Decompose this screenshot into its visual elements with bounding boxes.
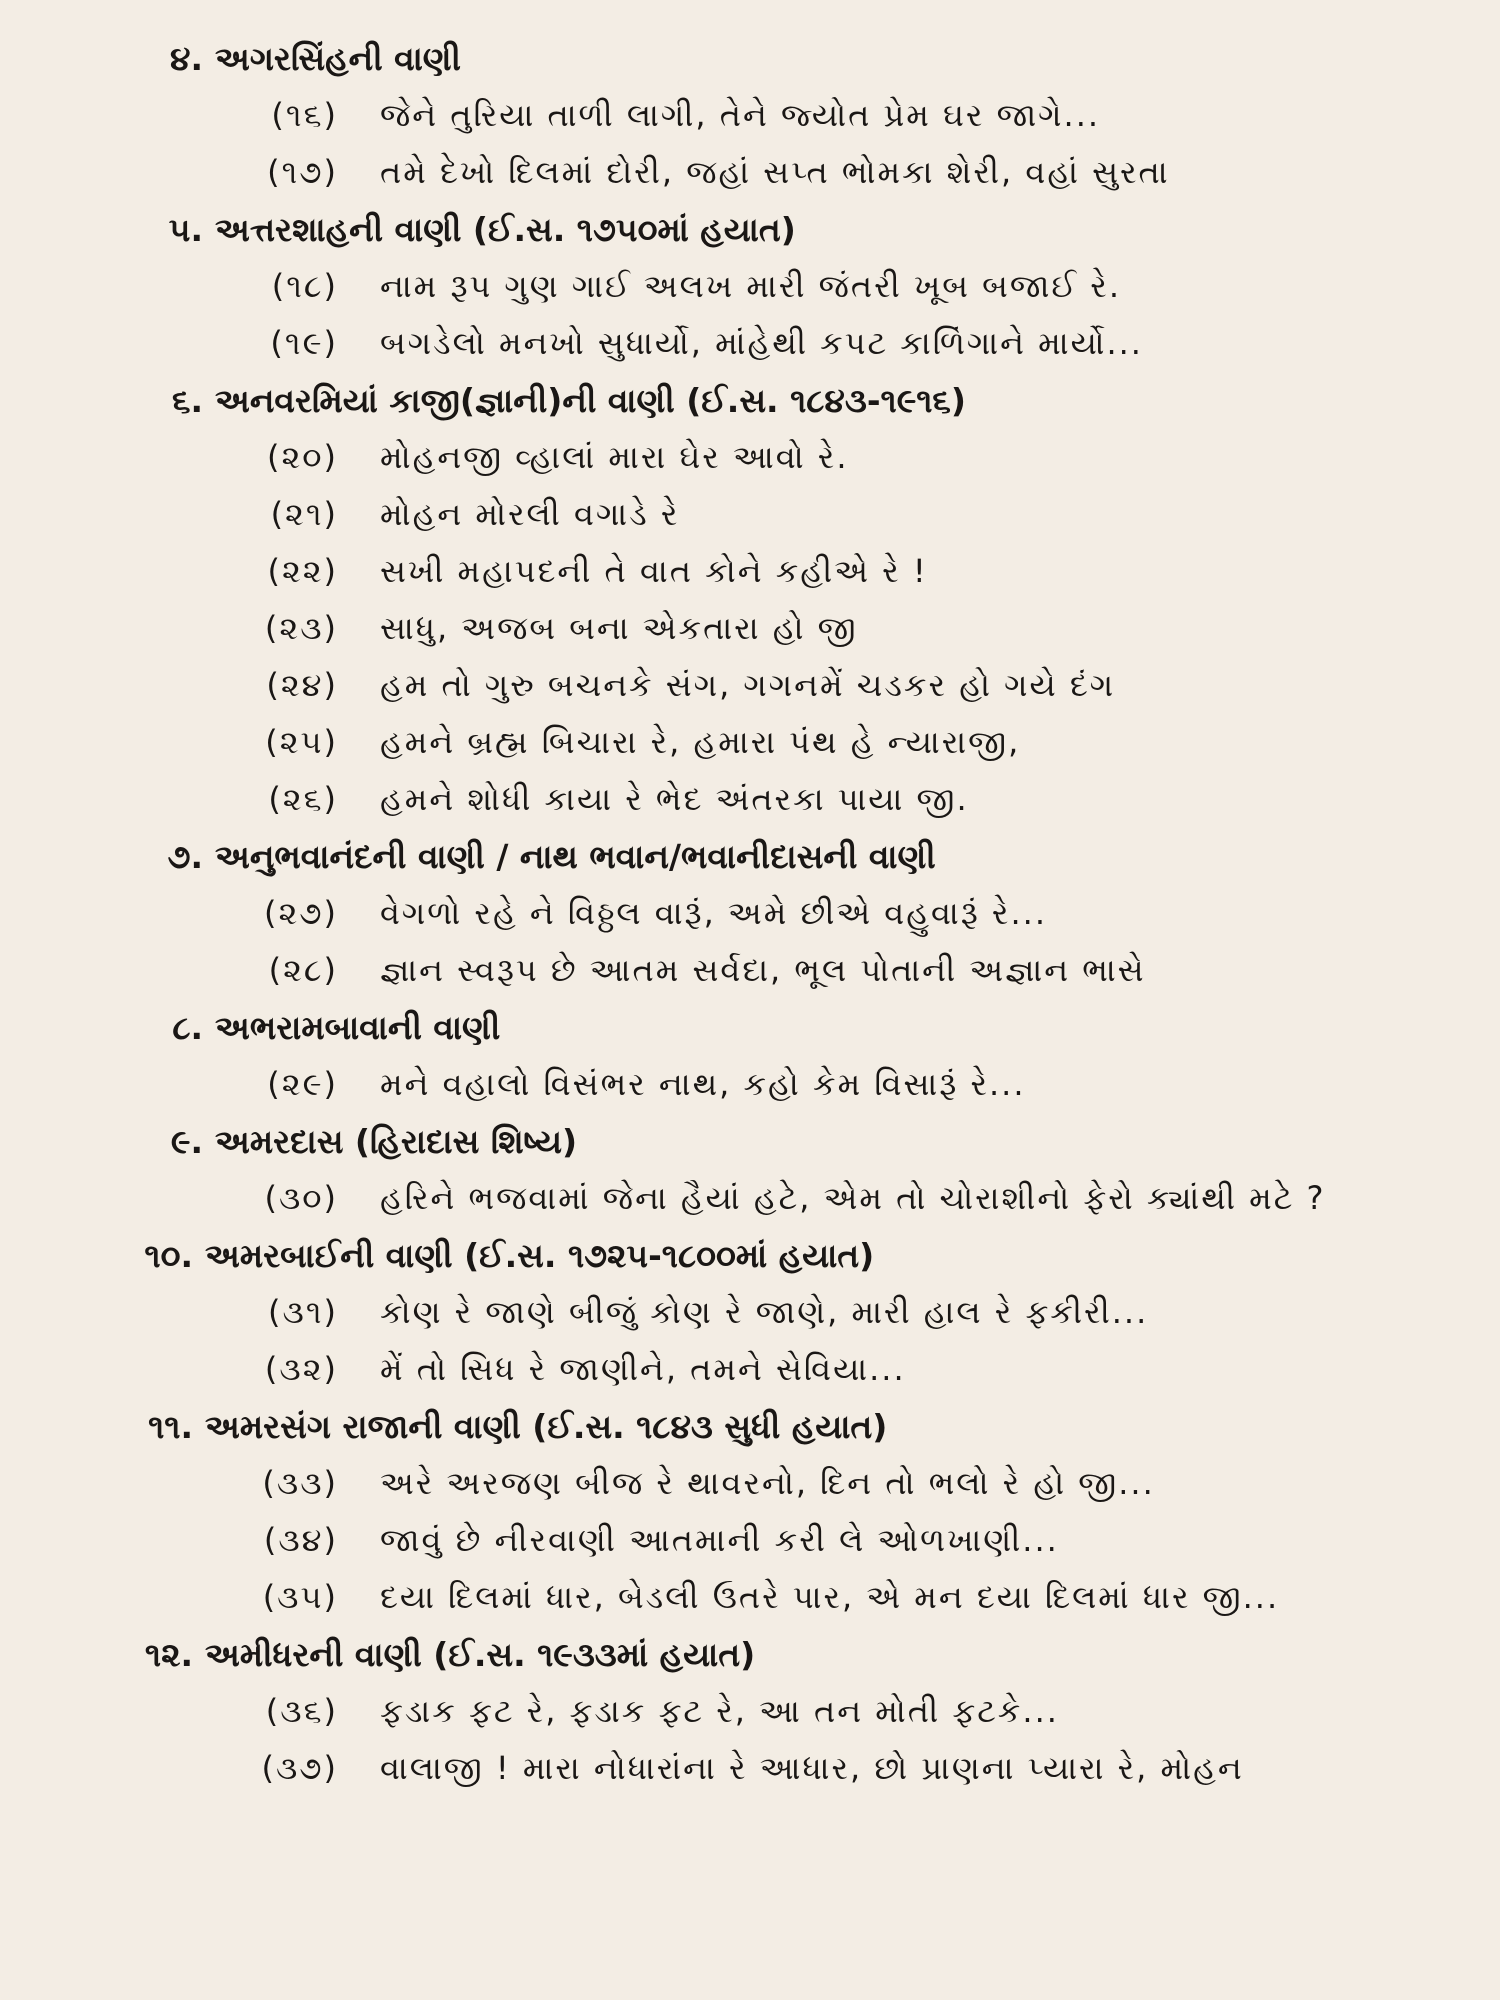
section-number: ૯. (170, 1122, 203, 1161)
list-item (0, 600, 1500, 657)
item-list (0, 1683, 1500, 1797)
section-5 (0, 201, 1500, 372)
item-number: (૧૬) (271, 96, 338, 134)
section-number: ૧૨. (144, 1635, 193, 1674)
section-title: અનવરમિયાં કાજી(જ્ઞાની)ની વાણી (ઈ.સ. ૧૮૪૩-૧૯૧૬) (215, 381, 966, 420)
item-text: ફડાક ફટ રે, ફડાક ફટ રે, આ તન મોતી ફટકે... (380, 1692, 1059, 1730)
item-text: સાધુ, અજબ બના એકતારા હો જી (380, 609, 858, 647)
section-number: ૧૦. (144, 1236, 193, 1275)
section-heading (0, 1113, 1500, 1170)
item-number: (૧૮) (271, 267, 338, 305)
list-item (0, 1341, 1500, 1398)
item-text: વાલાજી ! મારા નોધારાંના રે આધાર, છો પ્રાણના પ્યારા રે, મોહન (380, 1749, 1244, 1787)
item-text: હમને શોધી કાયા રે ભેદ અંતરકા પાયા જી. (380, 780, 969, 818)
section-6 (0, 372, 1500, 828)
list-item (0, 657, 1500, 714)
section-number: ૬. (171, 381, 203, 420)
section-title: અમરસંગ રાજાની વાણી (ઈ.સ. ૧૮૪૩ સુધી હયાત) (205, 1407, 888, 1446)
item-number: (૨૭) (264, 894, 338, 932)
item-text: વેગળો રહે ને વિઠ્ઠલ વારૂં, અમે છીએ વહુવારૂં રે... (380, 894, 1047, 932)
item-number: (૩૪) (263, 1521, 338, 1559)
item-text: જેને તુરિયા તાળી લાગી, તેને જ્યોત પ્રેમ ઘર જાગે... (380, 96, 1101, 134)
section-title: અમરદાસ (હિરાદાસ શિષ્ય) (215, 1122, 578, 1161)
item-text: મોહનજી વ્હાલાં મારા ઘેર આવો રે. (380, 438, 849, 476)
section-heading (0, 1626, 1500, 1683)
item-list (0, 885, 1500, 999)
list-item (0, 429, 1500, 486)
item-number: (૨૮) (268, 951, 338, 989)
item-list (0, 1170, 1500, 1227)
item-number: (૩૩) (262, 1464, 338, 1502)
section-12 (0, 1626, 1500, 1797)
item-number: (૨૨) (267, 552, 338, 590)
section-number: ૧૧. (148, 1407, 193, 1446)
list-item (0, 1170, 1500, 1227)
section-9 (0, 1113, 1500, 1227)
section-title: અત્તરશાહની વાણી (ઈ.સ. ૧૭૫૦માં હયાત) (215, 210, 796, 249)
list-item (0, 144, 1500, 201)
section-title: અગરસિંહની વાણી (215, 39, 461, 78)
list-item (0, 771, 1500, 828)
item-list (0, 1284, 1500, 1398)
section-7 (0, 828, 1500, 999)
list-item (0, 1056, 1500, 1113)
section-title: અમરબાઈની વાણી (ઈ.સ. ૧૭૨૫-૧૮૦૦માં હયાત) (205, 1236, 875, 1275)
list-item (0, 1740, 1500, 1797)
item-number: (૧૯) (270, 324, 338, 362)
section-10 (0, 1227, 1500, 1398)
list-item (0, 1683, 1500, 1740)
list-item (0, 714, 1500, 771)
section-11 (0, 1398, 1500, 1626)
section-heading (0, 201, 1500, 258)
section-4 (0, 30, 1500, 201)
item-text: દયા દિલમાં ધાર, બેડલી ઉતરે પાર, એ મન દયા દિલમાં ધાર જી... (380, 1578, 1280, 1616)
item-number: (૩૬) (265, 1692, 338, 1730)
section-title: અમીધરની વાણી (ઈ.સ. ૧૯૩૩માં હયાત) (205, 1635, 756, 1674)
list-item (0, 315, 1500, 372)
item-list (0, 1455, 1500, 1626)
item-number: (૨૩) (264, 609, 338, 647)
list-item (0, 258, 1500, 315)
item-number: (૩૨) (264, 1350, 338, 1388)
list-item (0, 1284, 1500, 1341)
item-number: (૨૬) (268, 780, 338, 818)
section-heading (0, 30, 1500, 87)
section-heading (0, 999, 1500, 1056)
list-item (0, 486, 1500, 543)
item-number: (૨૦) (266, 438, 338, 476)
list-item (0, 1569, 1500, 1626)
section-title: અભરામબાવાની વાણી (215, 1008, 501, 1047)
item-number: (૨૧) (270, 495, 338, 533)
section-number: ૮. (172, 1008, 203, 1047)
item-text: મને વહાલો વિસંભર નાથ, કહો કેમ વિસારૂં રે... (380, 1065, 1026, 1103)
item-text: નામ રૂપ ગુણ ગાઈ અલખ મારી જંતરી ખૂબ બજાઈ રે. (380, 267, 1122, 305)
item-number: (૧૭) (267, 153, 338, 191)
item-list (0, 87, 1500, 201)
item-number: (૩૭) (261, 1749, 338, 1787)
item-text: મોહન મોરલી વગાડે રે (380, 495, 680, 533)
item-text: મેં તો સિધ રે જાણીને, તમને સેવિયા... (380, 1350, 906, 1388)
item-text: જાવું છે નીરવાણી આતમાની કરી લે ઓળખાણી... (380, 1521, 1059, 1559)
section-heading (0, 828, 1500, 885)
item-number: (૨૫) (265, 723, 338, 761)
section-number: ૪. (170, 39, 203, 78)
item-number: (૩૫) (262, 1578, 338, 1616)
section-number: ૫. (168, 210, 203, 249)
list-item (0, 1512, 1500, 1569)
item-text: બગડેલો મનખો સુધાર્યો, માંહેથી કપટ કાળિંગાને માર્યો... (380, 324, 1143, 362)
item-list (0, 429, 1500, 828)
item-text: હરિને ભજવામાં જેના હૈયાં હટે, એમ તો ચોરાશીનો ફેરો ક્યાંથી મટે ? (380, 1179, 1326, 1217)
item-list (0, 258, 1500, 372)
item-text: કોણ રે જાણે બીજું કોણ રે જાણે, મારી હાલ રે ફકીરી... (380, 1293, 1149, 1331)
list-item (0, 87, 1500, 144)
item-list (0, 1056, 1500, 1113)
item-number: (૩૦) (264, 1179, 338, 1217)
item-number: (૨૯) (267, 1065, 338, 1103)
item-number: (૨૪) (266, 666, 338, 704)
section-heading (0, 372, 1500, 429)
item-number: (૩૧) (268, 1293, 338, 1331)
section-title: અનુભવાનંદની વાણી / નાથ ભવાન/ભવાનીદાસની વાણી (215, 837, 936, 876)
item-text: અરે અરજણ બીજ રે થાવરનો, દિન તો ભલો રે હો જી... (380, 1464, 1155, 1502)
section-heading (0, 1398, 1500, 1455)
item-text: તમે દેખો દિલમાં દોરી, જહાં સપ્ત ભોમકા શેરી, વહાં સુરતા (380, 153, 1170, 191)
item-text: હમને બ્રહ્મ બિચારા રે, હમારા પંથ હે ન્યારાજી, (380, 723, 1021, 761)
item-text: હમ તો ગુરુ બચનકે સંગ, ગગનમેં ચડકર હો ગયે દંગ (380, 666, 1116, 704)
section-heading (0, 1227, 1500, 1284)
item-text: જ્ઞાન સ્વરૂપ છે આતમ સર્વદા, ભૂલ પોતાની અજ્ઞાન ભાસે (380, 951, 1146, 989)
list-item (0, 885, 1500, 942)
list-item (0, 942, 1500, 999)
list-item (0, 1455, 1500, 1512)
list-item (0, 543, 1500, 600)
section-number: ૭. (167, 837, 203, 876)
item-text: સખી મહાપદની તે વાત કોને કહીએ રે ! (380, 552, 928, 590)
section-8 (0, 999, 1500, 1113)
